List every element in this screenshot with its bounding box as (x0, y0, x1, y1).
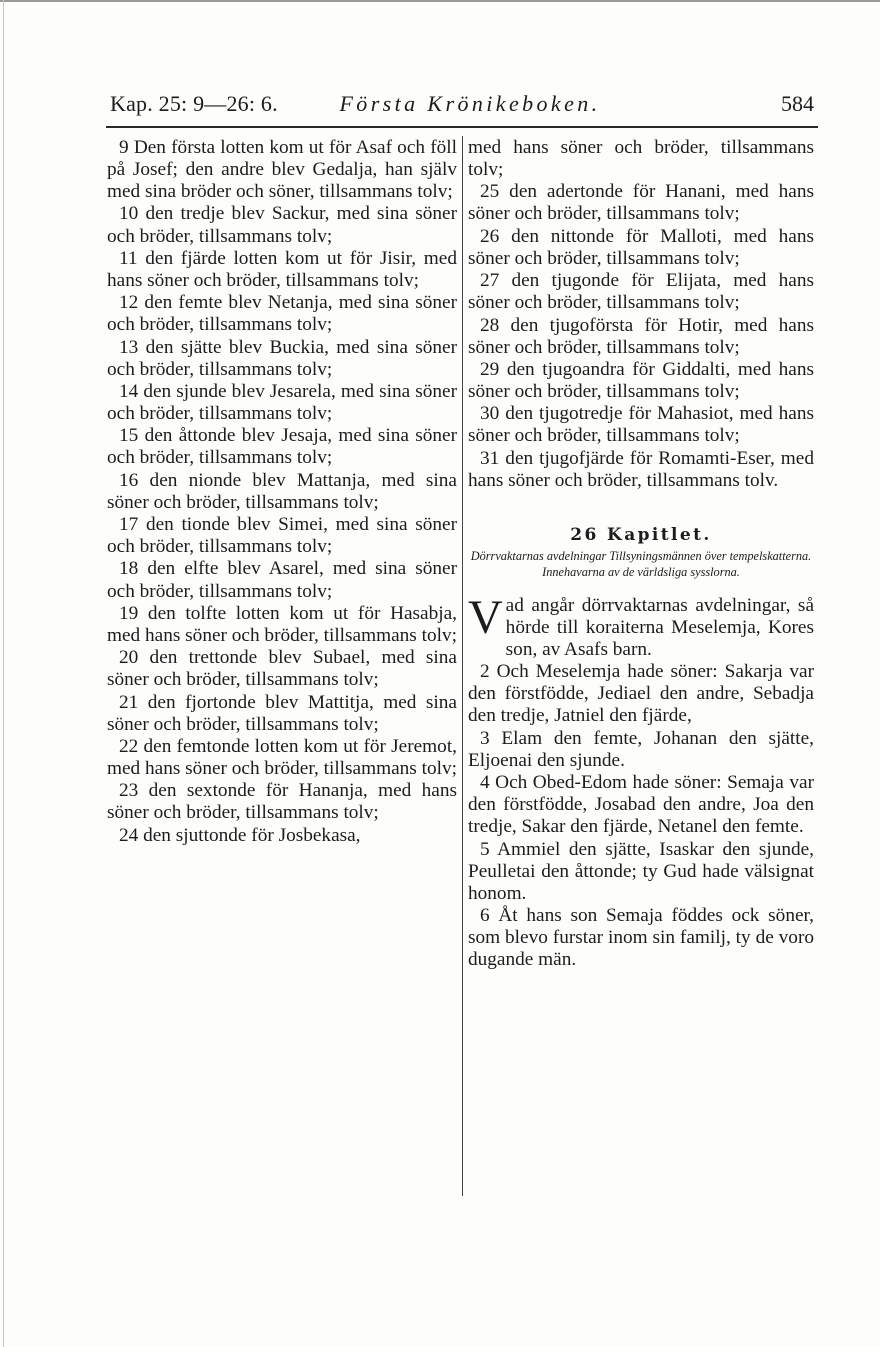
verse-paragraph: 4 Och Obed-Edom hade söner: Semaja var den förstfödde, Josabad den andre, Joa den tredje, Sakar den fjärde, Netanel den femte. (468, 772, 814, 838)
chapter-reference: Kap. 25: 9—26: 6. (110, 91, 278, 116)
verse-paragraph: 28 den tjugoförsta för Hotir, med hans söner och bröder, tillsammans tolv; (468, 314, 814, 358)
chapter-opening-paragraph (468, 590, 814, 661)
verse-paragraph: 30 den tjugotredje för Mahasiot, med hans söner och bröder, tillsammans tolv; (468, 403, 814, 447)
verse-paragraph: 24 den sjuttonde för Josbekasa, (119, 824, 361, 846)
verse-paragraph: 22 den femtonde lotten kom ut för Jeremot, med hans söner och bröder, tillsammans tolv; (107, 735, 457, 780)
verse-text: ad angår dörrvaktarnas avdelningar, så hörde till koraiterna Meselemja, Kores son, av Asafs barn. (505, 594, 814, 660)
verse-paragraph: 20 den trettonde blev Subael, med sina söner och bröder, tillsammans tolv; (107, 647, 457, 691)
verse-paragraph: 17 den tionde blev Simei, med sina söner och bröder, tillsammans tolv; (107, 514, 457, 558)
verse-paragraph: 19 den tolfte lotten kom ut för Hasabja, med hans söner och bröder, tillsammans tolv; (107, 602, 457, 646)
verse-paragraph: 23 den sextonde för Hananja, med hans söner och bröder, tillsammans tolv; (107, 780, 457, 824)
verse-paragraph: 12 den femte blev Netanja, med sina söner och bröder, tillsammans tolv; (107, 292, 457, 336)
top-edge-rule (0, 0, 880, 2)
verse-paragraph: 27 den tjugonde för Elijata, med hans söner och bröder, tillsammans tolv; (468, 270, 814, 314)
page-number: 584 (781, 91, 814, 116)
verse-paragraph: 9 Den första lotten kom ut för Asaf och föll på Josef; den andre blev Gedalja, han själv med sina bröder och söner, tillsammans tolv; (107, 137, 457, 203)
verse-paragraph: 2 Och Meselemja hade söner: Sakarja var den förstfödde, Jediael den andre, Sebadja den tredje, Jatniel den fjärde, (468, 661, 814, 727)
verse-continuation: med hans söner och bröder, tillsammans tolv; (468, 137, 814, 181)
book-title: Första Krönikeboken. (339, 91, 601, 116)
page-edge (3, 0, 4, 1347)
header-rule (106, 126, 818, 128)
verse-paragraph: 21 den fjortonde blev Mattitja, med sina söner och bröder, tillsammans tolv; (107, 691, 457, 735)
verse-paragraph: 26 den nittonde för Malloti, med hans söner och bröder, tillsammans tolv; (468, 225, 814, 269)
chapter-summary: Dörrvaktarnas avdelningar Tillsyningsmännen över tempelskatterna. Innehavarna av de världsliga sysslorna. (470, 548, 812, 580)
verse-paragraph: 6 Åt hans son Semaja föddes ock söner, som blevo furstar inom sin familj, ty de voro dugande män. (468, 905, 814, 971)
verse-paragraph: 29 den tjugoandra för Giddalti, med hans söner och bröder, tillsammans tolv; (468, 358, 814, 402)
verse-paragraph: 13 den sjätte blev Buckia, med sina söner och bröder, tillsammans tolv; (107, 336, 457, 380)
right-column (468, 137, 814, 972)
verse-paragraph: 18 den elfte blev Asarel, med sina söner och bröder, tillsammans tolv; (107, 558, 457, 602)
verse-paragraph: 3 Elam den femte, Johanan den sjätte, Eljoenai den sjunde. (468, 727, 814, 771)
verse-paragraph: 14 den sjunde blev Jesarela, med sina söner och bröder, tillsammans tolv; (107, 380, 457, 425)
verse-paragraph: 5 Ammiel den sjätte, Isaskar den sjunde, Peulletai den åttonde; ty Gud hade välsignat honom. (468, 838, 814, 904)
chapter-heading: 26 Kapitlet. (570, 524, 712, 545)
verse-paragraph: 15 den åttonde blev Jesaja, med sina söner och bröder, tillsammans tolv; (107, 425, 457, 469)
verse-paragraph: 25 den adertonde för Hanani, med hans söner och bröder, tillsammans tolv; (468, 181, 814, 225)
drop-cap: V (468, 590, 503, 644)
left-column (107, 137, 457, 847)
verse-paragraph: 31 den tjugofjärde för Romamti-Eser, med hans söner och bröder, tillsammans tolv. (468, 447, 814, 491)
running-header (106, 88, 818, 124)
verse-paragraph: 10 den tredje blev Sackur, med sina söner och bröder, tillsammans tolv; (107, 203, 457, 247)
verse-paragraph: 11 den fjärde lotten kom ut för Jisir, med hans söner och bröder, tillsammans tolv; (107, 247, 457, 291)
column-divider (462, 136, 463, 1196)
verse-paragraph: 16 den nionde blev Mattanja, med sina söner och bröder, tillsammans tolv; (107, 469, 457, 513)
